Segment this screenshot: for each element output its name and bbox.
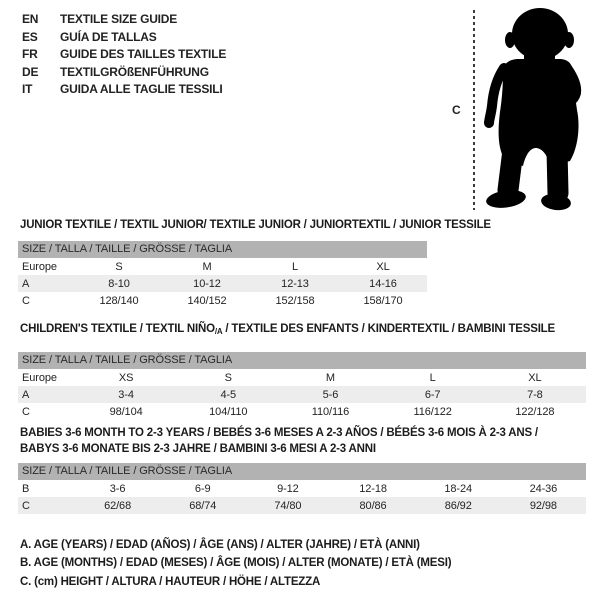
table-cell: 62/68 [75, 497, 160, 514]
table-cell: 12-13 [251, 275, 339, 292]
junior-textile-section [18, 219, 491, 309]
size-header-bar-children: SIZE / TALLA / TAILLE / GRÖSSE / TAGLIA [18, 352, 586, 369]
table-cell: M [325, 371, 335, 384]
note-b: B. AGE (MONTHS) / EDAD (MESES) / ÂGE (MOIS) / ALTER (MONATE) / ETÀ (MESI) [20, 557, 452, 570]
table-cell: 4-5 [177, 386, 279, 403]
language-title: GUÍA DE TALLAS [60, 29, 157, 44]
language-code: DE [22, 64, 39, 79]
table-cell: 152/158 [275, 294, 315, 307]
table-cell: 14-16 [339, 275, 427, 292]
table-row [18, 403, 586, 420]
table-row [18, 480, 586, 497]
table-cell: S [115, 260, 123, 273]
table-row [18, 497, 586, 514]
note-c: C. (cm) HEIGHT / ALTURA / HAUTEUR / HÖHE / ALTEZZA [20, 575, 321, 588]
table-row [18, 258, 427, 275]
junior-textile-title: JUNIOR TEXTILE / TEXTIL JUNIOR/ TEXTILE JUNIOR / JUNIORTEXTIL / JUNIOR TESSILE [20, 219, 491, 231]
height-measure-label: C [452, 103, 461, 117]
children-textile-section [18, 323, 586, 420]
language-title: TEXTILE SIZE GUIDE [60, 12, 178, 26]
language-code: FR [22, 47, 38, 62]
table-cell: 104/110 [209, 405, 248, 418]
table-cell: 6-7 [382, 386, 484, 403]
size-header-bar-junior: SIZE / TALLA / TAILLE / GRÖSSE / TAGLIA [18, 241, 427, 258]
table-cell: 9-12 [277, 482, 299, 495]
legend-row [22, 11, 226, 29]
row-label: A [18, 386, 75, 403]
table-row [18, 292, 427, 309]
language-title: GUIDA ALLE TAGLIE TESSILI [60, 82, 223, 97]
row-label: C [18, 497, 75, 514]
table-cell: 86/92 [416, 497, 501, 514]
table-cell: 5-6 [279, 386, 381, 403]
row-label: B [22, 482, 30, 495]
junior-size-table [18, 258, 427, 309]
table-cell: 12-18 [359, 482, 387, 495]
children-size-table [18, 369, 586, 420]
table-cell: XS [118, 371, 134, 384]
table-cell: 98/104 [109, 405, 143, 418]
language-code: IT [22, 82, 33, 97]
legend-row [22, 46, 226, 64]
children-textile-title: CHILDREN'S TEXTILE / TEXTIL $NIÑO_{/A}$ / TEXTILE DES ENFANTS / KINDERTEXTIL / BAMBINI TESSILE [20, 323, 555, 336]
table-cell: 10-12 [163, 275, 251, 292]
table-cell: 128/140 [99, 294, 139, 307]
table-cell: 8-10 [75, 275, 163, 292]
babies-size-table [18, 480, 586, 514]
table-cell: 18-24 [444, 482, 473, 495]
table-cell: 3-4 [75, 386, 177, 403]
table-cell: 122/128 [515, 405, 555, 418]
row-label: A [18, 275, 75, 292]
height-measure-dashed-line [473, 10, 475, 210]
note-a: A. AGE (YEARS) / EDAD (AÑOS) / ÂGE (ANS) / ALTER (JAHRE) / ETÀ (ANNI) [20, 539, 420, 551]
table-cell: L [429, 371, 436, 384]
table-row [18, 386, 586, 403]
measurement-notes [20, 536, 451, 591]
row-label: C [22, 294, 30, 307]
table-cell: 80/86 [330, 497, 415, 514]
language-title: TEXTILGRÖßENFÜHRUNG [60, 64, 209, 79]
table-cell: L [291, 260, 299, 273]
babies-textile-section [18, 426, 586, 514]
row-label: Europe [22, 371, 57, 384]
table-cell: 24-36 [529, 482, 558, 495]
row-label: C [22, 405, 30, 418]
legend-row [22, 64, 226, 82]
table-row [18, 275, 427, 292]
legend-row [22, 29, 226, 47]
row-label: Europe [22, 260, 57, 273]
table-cell: 140/152 [187, 294, 227, 307]
babies-textile-title: BABIES 3-6 MONTH TO 2-3 YEARS / BEBÉS 3-6 MESES A 2-3 AÑOS / BÉBÉS 3-6 MOIS À 2-3 ANS / BABYS 3-6 MONATE BIS 2-3 JAHRE / BAMBINI 3-6 MESI A 2-3 ANNI [20, 427, 538, 455]
table-cell: 110/116 [311, 405, 350, 418]
table-cell: 3-6 [109, 482, 126, 495]
table-cell: 6-9 [194, 482, 211, 495]
language-code: ES [22, 29, 38, 44]
language-code: EN [22, 12, 39, 26]
table-cell: S [224, 371, 232, 384]
table-cell: 116/122 [413, 405, 452, 418]
table-cell: XL [376, 260, 390, 273]
table-cell: 158/170 [363, 294, 403, 307]
table-cell: 74/80 [245, 497, 330, 514]
table-cell: 68/74 [160, 497, 245, 514]
table-cell: 7-8 [484, 386, 586, 403]
table-cell: M [202, 260, 212, 273]
table-cell: XL [528, 371, 542, 384]
table-cell: 92/98 [501, 497, 586, 514]
legend-row [22, 81, 226, 99]
table-row [18, 369, 586, 386]
language-title: GUIDE DES TAILLES TEXTILE [60, 47, 227, 62]
size-header-bar-babies: SIZE / TALLA / TAILLE / GRÖSSE / TAGLIA [18, 463, 586, 480]
toddler-silhouette [480, 6, 600, 214]
language-legend [22, 11, 226, 99]
